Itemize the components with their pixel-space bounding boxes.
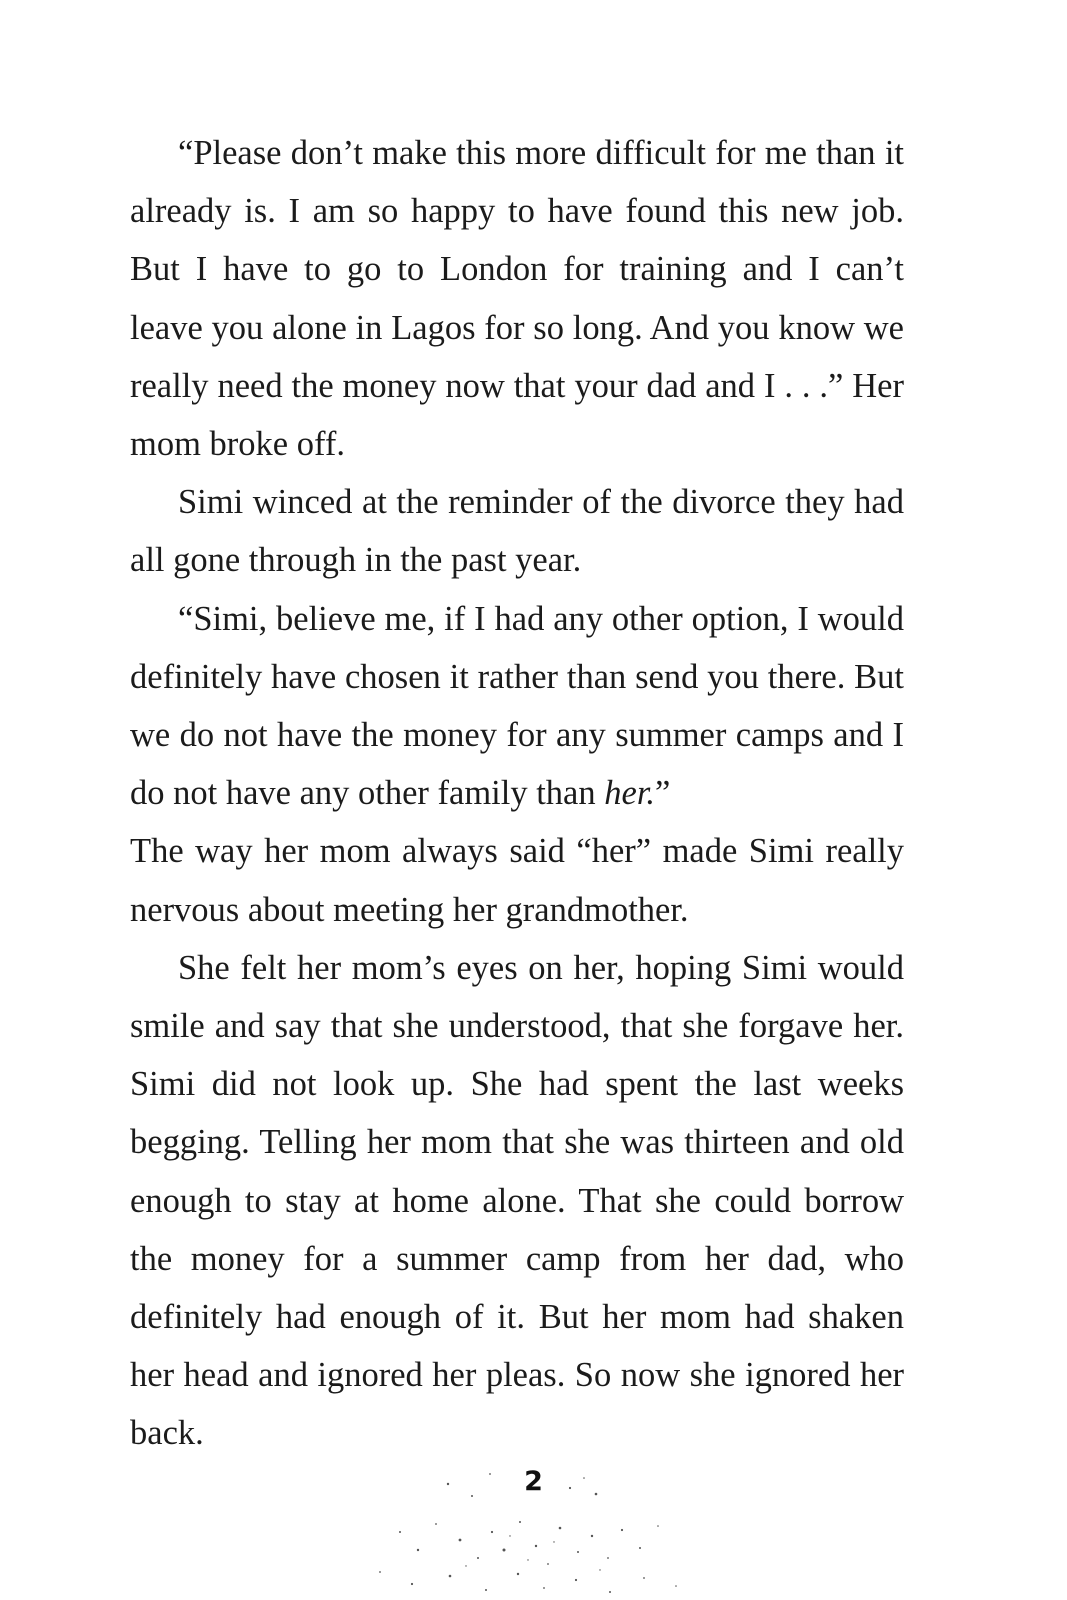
page-number: 2 — [524, 1466, 543, 1497]
paragraph-5: She felt her mom’s eyes on her, hoping Simi would smile and say that she understood, that she forgave her. Simi did not look up. She had spent the last weeks begging. Telling her mom that she was thirteen and old enough to stay at home alone. That she could borrow the money for a summer camp from her dad, who definitely had enough of it. But her mom had shaken her head and ignored her pleas. So now she ignored her back. — [130, 948, 904, 1453]
body-text — [130, 124, 904, 1463]
paragraph-4: The way her mom always said “her” made Simi really nervous about meeting her grandmother. — [130, 832, 904, 929]
closing-quote: ” — [655, 774, 671, 813]
paragraph-3-text: “Simi, believe me, if I had any other option, I would definitely have chosen it rather than send you there. But we do not have the money for any summer camps and I do not have any other family than — [130, 599, 904, 813]
paragraph-3 — [130, 590, 904, 823]
emphasized-word: her. — [604, 774, 656, 813]
paragraph-1: “Please don’t make this more difficult for me than it already is. I am so happy to have found this new job. But I have to go to London for training and I can’t leave you alone in Lagos for so long. And you know we really need the money now that your dad and I . . .” Her mom broke off. — [130, 134, 904, 464]
paragraph-2: Simi winced at the reminder of the divorce they had all gone through in the past year. — [130, 483, 904, 580]
